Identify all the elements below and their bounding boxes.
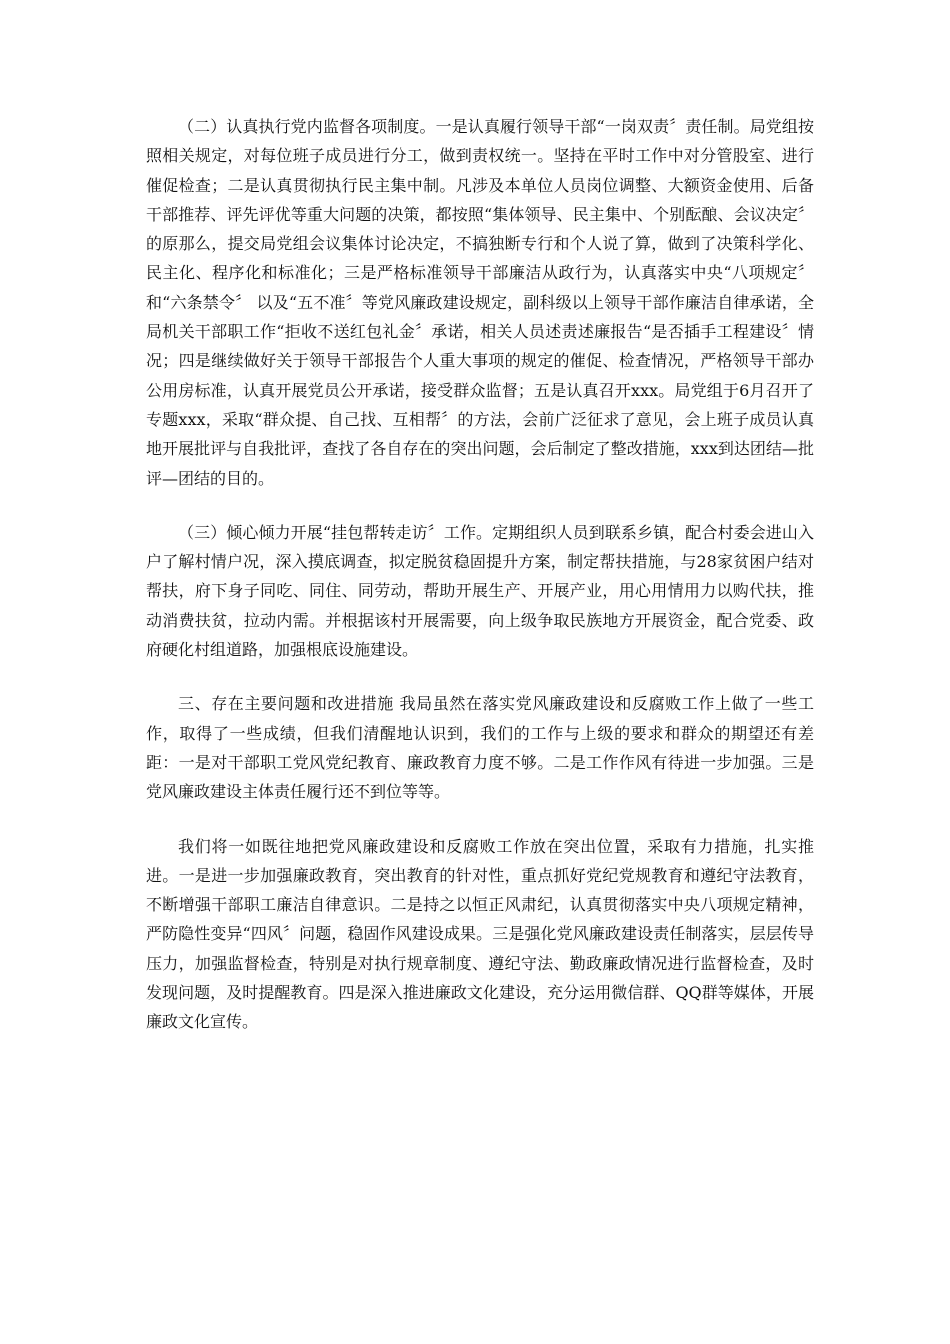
paragraph-supervision-system: （二）认真执行党内监督各项制度。一是认真履行领导干部“一岗双责〞责任制。局党组按照相关规定，对每位班子成员进行分工，做到责权统一。坚持在平时工作中对分管股室、进行催促检查；二是认真贯彻执行民主集中制。凡涉及本单位人员岗位调整、大额资金使用、后备干部推荐、评先评优等重大问题的决策，都按照“集体领导、民主集中、个别酝酿、会议决定〞的原那么，提交局党组会议集体讨论决定，不搞独断专行和个人说了算，做到了决策科学化、民主化、程序化和标准化；三是严格标准领导干部廉洁从政行为，认真落实中央“八项规定〞和“六条禁令〞 以及“五不准〞等党风廉政建设规定，副科级以上领导干部作廉洁自律承诺，全局机关干部职工作“拒收不送红包礼金〞承诺，相关人员述责述廉报告“是否插手工程建设〞情况；四是继续做好关于领导干部报告个人重大事项的规定的催促、检查情况，严格领导干部办公用房标准，认真开展党员公开承诺，接受群众监督；五是认真召开xxx。局党组于6月召开了专题xxx，采取“群众提、自己找、互相帮〞的方法，会前广泛征求了意见，会上班子成员认真地开展批评与自我批评，查找了各自存在的突出问题，会后制定了整改措施，xxx到达团结—批评—团结的目的。 [146,117,814,488]
paragraph-problems: 三、存在主要问题和改进措施 我局虽然在落实党风廉政建设和反腐败工作上做了一些工作，取得了一些成绩，但我们清醒地认识到，我们的工作与上级的要求和群众的期望还有差距：一是对干部职工党风党纪教育、廉政教育力度不够。二是工作作风有待进一步加强。三是党风廉政建设主体责任履行还不到位等等。 [146,694,814,802]
document-body [146,112,814,1062]
paragraph-poverty-assistance: （三）倾心倾力开展“挂包帮转走访〞工作。定期组织人员到联系乡镇，配合村委会进山入户了解村情户况，深入摸底调查，拟定脱贫稳固提升方案，制定帮扶措施，与28家贫困户结对帮扶，府下身子同吃、同住、同劳动，帮助开展生产、开展产业，用心用情用力以购代扶，推动消费扶贫，拉动内需。并根据该村开展需要，向上级争取民族地方开展资金，配合党委、政府硬化村组道路，加强根底设施建设。 [146,522,814,660]
paragraph-improvement-measures: 我们将一如既往地把党风廉政建设和反腐败工作放在突出位置，采取有力措施，扎实推进。一是进一步加强廉政教育，突出教育的针对性，重点抓好党纪党规教育和遵纪守法教育，不断增强干部职工廉洁自律意识。二是持之以恒正风肃纪，认真贯彻落实中央八项规定精神，严防隐性变异“四风〞问题，稳固作风建设成果。三是强化党风廉政建设责任制落实，层层传导压力，加强监督检查，特别是对执行规章制度、遵纪守法、勤政廉政情况进行监督检查，及时发现问题，及时提醒教育。四是深入推进廉政文化建设，充分运用微信群、QQ群等媒体，开展廉政文化宣传。 [146,836,814,1032]
